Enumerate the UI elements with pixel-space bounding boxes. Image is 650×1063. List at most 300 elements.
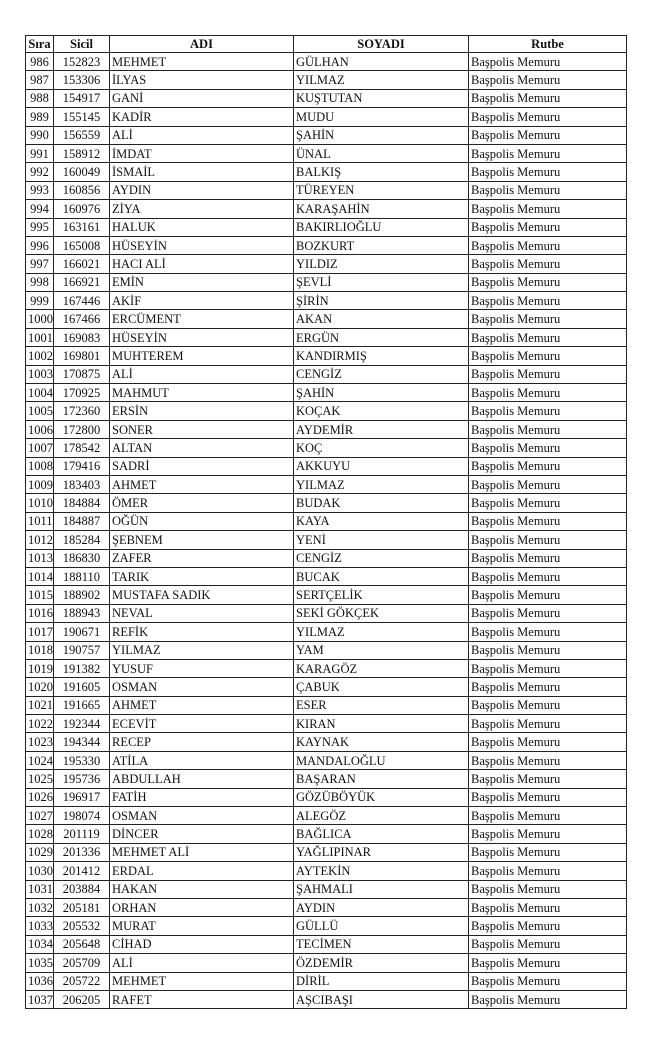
cell-rutbe: Başpolis Memuru — [469, 108, 627, 126]
table-row — [26, 108, 627, 126]
cell-rutbe: Başpolis Memuru — [469, 604, 627, 622]
cell-soyadi: MANDALOĞLU — [294, 751, 469, 769]
cell-adi: RECEP — [110, 733, 294, 751]
cell-sicil: 201412 — [54, 862, 110, 880]
cell-adi: ALTAN — [110, 439, 294, 457]
cell-soyadi: GÜLLÜ — [294, 917, 469, 935]
table-row — [26, 292, 627, 310]
cell-soyadi: KOÇ — [294, 439, 469, 457]
cell-adi: ERSİN — [110, 402, 294, 420]
cell-rutbe: Başpolis Memuru — [469, 807, 627, 825]
cell-soyadi: BAŞARAN — [294, 770, 469, 788]
cell-soyadi: YAM — [294, 641, 469, 659]
cell-soyadi: SEKİ GÖKÇEK — [294, 604, 469, 622]
cell-adi: AKİF — [110, 292, 294, 310]
cell-rutbe: Başpolis Memuru — [469, 475, 627, 493]
cell-sira: 1036 — [26, 972, 54, 990]
table-row — [26, 917, 627, 935]
cell-sicil: 186830 — [54, 549, 110, 567]
cell-adi: ÖMER — [110, 494, 294, 512]
cell-soyadi: ŞAHİN — [294, 126, 469, 144]
cell-rutbe: Başpolis Memuru — [469, 273, 627, 291]
cell-adi: ALİ — [110, 954, 294, 972]
cell-adi: NEVAL — [110, 604, 294, 622]
table-row — [26, 494, 627, 512]
cell-sira: 988 — [26, 89, 54, 107]
cell-adi: OĞÜN — [110, 512, 294, 530]
cell-adi: ERDAL — [110, 862, 294, 880]
cell-adi: ORHAN — [110, 898, 294, 916]
table-row — [26, 733, 627, 751]
cell-sira: 1026 — [26, 788, 54, 806]
cell-sira: 1037 — [26, 990, 54, 1008]
table-row — [26, 623, 627, 641]
cell-adi: EMİN — [110, 273, 294, 291]
cell-adi: ABDULLAH — [110, 770, 294, 788]
table-row — [26, 218, 627, 236]
table-row — [26, 751, 627, 769]
cell-rutbe: Başpolis Memuru — [469, 531, 627, 549]
table-row — [26, 200, 627, 218]
table-row — [26, 163, 627, 181]
cell-sicil: 152823 — [54, 53, 110, 71]
cell-sira: 992 — [26, 163, 54, 181]
table-row — [26, 475, 627, 493]
cell-adi: REFİK — [110, 623, 294, 641]
cell-soyadi: AYDEMİR — [294, 420, 469, 438]
cell-sira: 1016 — [26, 604, 54, 622]
cell-adi: HACI ALİ — [110, 255, 294, 273]
cell-soyadi: ÖZDEMİR — [294, 954, 469, 972]
cell-sira: 1005 — [26, 402, 54, 420]
table-row — [26, 586, 627, 604]
cell-rutbe: Başpolis Memuru — [469, 678, 627, 696]
cell-soyadi: KAYNAK — [294, 733, 469, 751]
cell-adi: ZAFER — [110, 549, 294, 567]
cell-soyadi: CENGİZ — [294, 549, 469, 567]
cell-soyadi: BUCAK — [294, 567, 469, 585]
cell-adi: ŞEBNEM — [110, 531, 294, 549]
cell-sira: 1034 — [26, 935, 54, 953]
cell-soyadi: YILMAZ — [294, 475, 469, 493]
cell-adi: ECEVİT — [110, 715, 294, 733]
cell-soyadi: BUDAK — [294, 494, 469, 512]
cell-rutbe: Başpolis Memuru — [469, 71, 627, 89]
cell-sira: 1009 — [26, 475, 54, 493]
cell-sira: 1031 — [26, 880, 54, 898]
cell-sira: 1006 — [26, 420, 54, 438]
cell-sicil: 196917 — [54, 788, 110, 806]
table-row — [26, 770, 627, 788]
cell-sira: 997 — [26, 255, 54, 273]
cell-soyadi: AŞCIBAŞI — [294, 990, 469, 1008]
table-row — [26, 880, 627, 898]
cell-sira: 1012 — [26, 531, 54, 549]
cell-soyadi: BAKIRLIOĞLU — [294, 218, 469, 236]
table-row — [26, 641, 627, 659]
cell-sicil: 188943 — [54, 604, 110, 622]
cell-adi: HAKAN — [110, 880, 294, 898]
table-header-row — [26, 36, 627, 53]
cell-soyadi: YILDIZ — [294, 255, 469, 273]
cell-sicil: 167446 — [54, 292, 110, 310]
cell-rutbe: Başpolis Memuru — [469, 457, 627, 475]
cell-adi: KADİR — [110, 108, 294, 126]
cell-soyadi: ŞİRİN — [294, 292, 469, 310]
cell-sira: 1025 — [26, 770, 54, 788]
cell-sira: 1013 — [26, 549, 54, 567]
cell-sira: 1000 — [26, 310, 54, 328]
cell-soyadi: CENGİZ — [294, 365, 469, 383]
cell-soyadi: ESER — [294, 696, 469, 714]
table-row — [26, 954, 627, 972]
cell-soyadi: KIRAN — [294, 715, 469, 733]
cell-rutbe: Başpolis Memuru — [469, 144, 627, 162]
cell-rutbe: Başpolis Memuru — [469, 715, 627, 733]
table-row — [26, 144, 627, 162]
cell-adi: AHMET — [110, 475, 294, 493]
cell-soyadi: YAĞLIPINAR — [294, 843, 469, 861]
cell-soyadi: GÜLHAN — [294, 53, 469, 71]
cell-sira: 1032 — [26, 898, 54, 916]
cell-soyadi: ŞAHMALI — [294, 880, 469, 898]
cell-rutbe: Başpolis Memuru — [469, 733, 627, 751]
cell-sicil: 160976 — [54, 200, 110, 218]
cell-sicil: 170925 — [54, 384, 110, 402]
table-row — [26, 807, 627, 825]
table-row — [26, 457, 627, 475]
cell-sira: 1017 — [26, 623, 54, 641]
cell-sira: 986 — [26, 53, 54, 71]
cell-soyadi: ÜNAL — [294, 144, 469, 162]
cell-rutbe: Başpolis Memuru — [469, 954, 627, 972]
cell-sicil: 191665 — [54, 696, 110, 714]
cell-rutbe: Başpolis Memuru — [469, 126, 627, 144]
cell-sicil: 205722 — [54, 972, 110, 990]
cell-sira: 989 — [26, 108, 54, 126]
cell-sicil: 190757 — [54, 641, 110, 659]
cell-sira: 1011 — [26, 512, 54, 530]
table-row — [26, 715, 627, 733]
cell-rutbe: Başpolis Memuru — [469, 236, 627, 254]
cell-rutbe: Başpolis Memuru — [469, 494, 627, 512]
cell-rutbe: Başpolis Memuru — [469, 935, 627, 953]
cell-adi: CİHAD — [110, 935, 294, 953]
table-row — [26, 420, 627, 438]
cell-adi: AYDIN — [110, 181, 294, 199]
cell-sira: 1007 — [26, 439, 54, 457]
cell-sicil: 158912 — [54, 144, 110, 162]
table-row — [26, 328, 627, 346]
cell-rutbe: Başpolis Memuru — [469, 567, 627, 585]
cell-sira: 1024 — [26, 751, 54, 769]
table-row — [26, 843, 627, 861]
header-adi: ADI — [110, 36, 294, 53]
cell-sicil: 201336 — [54, 843, 110, 861]
cell-rutbe: Başpolis Memuru — [469, 200, 627, 218]
cell-sicil: 160856 — [54, 181, 110, 199]
cell-rutbe: Başpolis Memuru — [469, 384, 627, 402]
table-row — [26, 273, 627, 291]
table-row — [26, 310, 627, 328]
cell-sira: 1004 — [26, 384, 54, 402]
cell-sira: 1022 — [26, 715, 54, 733]
cell-soyadi: BOZKURT — [294, 236, 469, 254]
cell-adi: MAHMUT — [110, 384, 294, 402]
cell-sira: 1023 — [26, 733, 54, 751]
cell-adi: SONER — [110, 420, 294, 438]
table-row — [26, 862, 627, 880]
cell-adi: ALİ — [110, 126, 294, 144]
cell-sicil: 190671 — [54, 623, 110, 641]
cell-sira: 1008 — [26, 457, 54, 475]
table-row — [26, 567, 627, 585]
cell-rutbe: Başpolis Memuru — [469, 825, 627, 843]
cell-adi: RAFET — [110, 990, 294, 1008]
cell-rutbe: Başpolis Memuru — [469, 53, 627, 71]
cell-sicil: 191605 — [54, 678, 110, 696]
cell-adi: HÜSEYİN — [110, 328, 294, 346]
cell-rutbe: Başpolis Memuru — [469, 641, 627, 659]
cell-adi: MEHMET — [110, 53, 294, 71]
cell-sicil: 166921 — [54, 273, 110, 291]
table-row — [26, 531, 627, 549]
table-row — [26, 972, 627, 990]
cell-sicil: 203884 — [54, 880, 110, 898]
header-soyadi: SOYADI — [294, 36, 469, 53]
cell-sicil: 205532 — [54, 917, 110, 935]
cell-rutbe: Başpolis Memuru — [469, 880, 627, 898]
cell-soyadi: DİRİL — [294, 972, 469, 990]
cell-sira: 995 — [26, 218, 54, 236]
cell-sicil: 195330 — [54, 751, 110, 769]
cell-soyadi: MUDU — [294, 108, 469, 126]
cell-sira: 999 — [26, 292, 54, 310]
cell-sira: 1019 — [26, 659, 54, 677]
cell-adi: DİNCER — [110, 825, 294, 843]
cell-rutbe: Başpolis Memuru — [469, 990, 627, 1008]
cell-sira: 998 — [26, 273, 54, 291]
cell-rutbe: Başpolis Memuru — [469, 420, 627, 438]
cell-sicil: 172360 — [54, 402, 110, 420]
table-row — [26, 181, 627, 199]
cell-adi: MEHMET — [110, 972, 294, 990]
cell-adi: ATİLA — [110, 751, 294, 769]
cell-soyadi: AKKUYU — [294, 457, 469, 475]
cell-sira: 991 — [26, 144, 54, 162]
cell-rutbe: Başpolis Memuru — [469, 292, 627, 310]
cell-adi: AHMET — [110, 696, 294, 714]
cell-soyadi: KAYA — [294, 512, 469, 530]
cell-adi: ZİYA — [110, 200, 294, 218]
cell-sicil: 154917 — [54, 89, 110, 107]
cell-sicil: 198074 — [54, 807, 110, 825]
cell-sicil: 194344 — [54, 733, 110, 751]
cell-sira: 1015 — [26, 586, 54, 604]
cell-rutbe: Başpolis Memuru — [469, 549, 627, 567]
header-sira: Sıra — [26, 36, 54, 53]
cell-rutbe: Başpolis Memuru — [469, 163, 627, 181]
table-row — [26, 696, 627, 714]
cell-sicil: 188110 — [54, 567, 110, 585]
cell-sicil: 184884 — [54, 494, 110, 512]
table-row — [26, 512, 627, 530]
cell-sira: 1027 — [26, 807, 54, 825]
cell-sira: 1003 — [26, 365, 54, 383]
cell-sira: 1018 — [26, 641, 54, 659]
cell-sicil: 192344 — [54, 715, 110, 733]
cell-sicil: 153306 — [54, 71, 110, 89]
cell-sicil: 183403 — [54, 475, 110, 493]
table-row — [26, 825, 627, 843]
cell-sicil: 170875 — [54, 365, 110, 383]
cell-sicil: 191382 — [54, 659, 110, 677]
cell-sicil: 169083 — [54, 328, 110, 346]
table-row — [26, 53, 627, 71]
cell-sira: 990 — [26, 126, 54, 144]
table-row — [26, 935, 627, 953]
cell-sicil: 160049 — [54, 163, 110, 181]
cell-sicil: 205181 — [54, 898, 110, 916]
cell-soyadi: TÜREYEN — [294, 181, 469, 199]
cell-soyadi: KARAGÖZ — [294, 659, 469, 677]
cell-rutbe: Başpolis Memuru — [469, 218, 627, 236]
cell-soyadi: ERGÜN — [294, 328, 469, 346]
cell-adi: HÜSEYİN — [110, 236, 294, 254]
cell-soyadi: TECİMEN — [294, 935, 469, 953]
cell-adi: OSMAN — [110, 807, 294, 825]
cell-sicil: 201119 — [54, 825, 110, 843]
table-row — [26, 365, 627, 383]
cell-rutbe: Başpolis Memuru — [469, 310, 627, 328]
cell-adi: İLYAS — [110, 71, 294, 89]
cell-adi: GANİ — [110, 89, 294, 107]
table-row — [26, 402, 627, 420]
cell-sicil: 205648 — [54, 935, 110, 953]
cell-adi: İMDAT — [110, 144, 294, 162]
table-row — [26, 898, 627, 916]
cell-rutbe: Başpolis Memuru — [469, 328, 627, 346]
cell-soyadi: KUŞTUTAN — [294, 89, 469, 107]
cell-sira: 996 — [26, 236, 54, 254]
cell-adi: MEHMET ALİ — [110, 843, 294, 861]
cell-sicil: 205709 — [54, 954, 110, 972]
cell-rutbe: Başpolis Memuru — [469, 898, 627, 916]
header-sicil: Sicil — [54, 36, 110, 53]
cell-rutbe: Başpolis Memuru — [469, 402, 627, 420]
cell-soyadi: GÖZÜBÖYÜK — [294, 788, 469, 806]
table-row — [26, 347, 627, 365]
table-row — [26, 549, 627, 567]
cell-rutbe: Başpolis Memuru — [469, 696, 627, 714]
cell-adi: ERCÜMENT — [110, 310, 294, 328]
cell-sicil: 178542 — [54, 439, 110, 457]
cell-adi: MUSTAFA SADIK — [110, 586, 294, 604]
cell-soyadi: AYDIN — [294, 898, 469, 916]
cell-sira: 994 — [26, 200, 54, 218]
table-row — [26, 236, 627, 254]
cell-soyadi: ŞEVLİ — [294, 273, 469, 291]
cell-soyadi: BALKIŞ — [294, 163, 469, 181]
cell-soyadi: SERTÇELİK — [294, 586, 469, 604]
table-row — [26, 71, 627, 89]
cell-adi: MUHTEREM — [110, 347, 294, 365]
cell-sicil: 166021 — [54, 255, 110, 273]
cell-sira: 1033 — [26, 917, 54, 935]
cell-sicil: 195736 — [54, 770, 110, 788]
cell-soyadi: YENİ — [294, 531, 469, 549]
cell-rutbe: Başpolis Memuru — [469, 89, 627, 107]
cell-sicil: 172800 — [54, 420, 110, 438]
table-row — [26, 439, 627, 457]
cell-soyadi: AYTEKİN — [294, 862, 469, 880]
cell-rutbe: Başpolis Memuru — [469, 512, 627, 530]
cell-soyadi: AKAN — [294, 310, 469, 328]
cell-soyadi: ÇABUK — [294, 678, 469, 696]
cell-sira: 1029 — [26, 843, 54, 861]
cell-soyadi: KOÇAK — [294, 402, 469, 420]
cell-sicil: 169801 — [54, 347, 110, 365]
cell-sira: 1020 — [26, 678, 54, 696]
cell-sira: 1035 — [26, 954, 54, 972]
cell-soyadi: ALEGÖZ — [294, 807, 469, 825]
cell-rutbe: Başpolis Memuru — [469, 751, 627, 769]
cell-rutbe: Başpolis Memuru — [469, 659, 627, 677]
cell-sira: 1028 — [26, 825, 54, 843]
cell-rutbe: Başpolis Memuru — [469, 917, 627, 935]
cell-rutbe: Başpolis Memuru — [469, 972, 627, 990]
cell-soyadi: KARAŞAHİN — [294, 200, 469, 218]
table-row — [26, 126, 627, 144]
cell-rutbe: Başpolis Memuru — [469, 347, 627, 365]
table-row — [26, 604, 627, 622]
cell-adi: FATİH — [110, 788, 294, 806]
cell-sicil: 206205 — [54, 990, 110, 1008]
table-row — [26, 384, 627, 402]
cell-sira: 1001 — [26, 328, 54, 346]
cell-sira: 987 — [26, 71, 54, 89]
cell-adi: TARIK — [110, 567, 294, 585]
cell-sicil: 155145 — [54, 108, 110, 126]
cell-adi: SADRİ — [110, 457, 294, 475]
cell-rutbe: Başpolis Memuru — [469, 181, 627, 199]
cell-soyadi: YILMAZ — [294, 623, 469, 641]
table-row — [26, 990, 627, 1008]
cell-rutbe: Başpolis Memuru — [469, 255, 627, 273]
cell-adi: OSMAN — [110, 678, 294, 696]
cell-adi: İSMAİL — [110, 163, 294, 181]
cell-sira: 1030 — [26, 862, 54, 880]
header-rutbe: Rutbe — [469, 36, 627, 53]
cell-adi: YILMAZ — [110, 641, 294, 659]
cell-soyadi: ŞAHİN — [294, 384, 469, 402]
cell-rutbe: Başpolis Memuru — [469, 365, 627, 383]
cell-sira: 1002 — [26, 347, 54, 365]
cell-sicil: 179416 — [54, 457, 110, 475]
cell-sira: 1021 — [26, 696, 54, 714]
cell-soyadi: BAĞLICA — [294, 825, 469, 843]
cell-sicil: 163161 — [54, 218, 110, 236]
cell-rutbe: Başpolis Memuru — [469, 788, 627, 806]
cell-sicil: 167466 — [54, 310, 110, 328]
cell-sira: 993 — [26, 181, 54, 199]
cell-sira: 1010 — [26, 494, 54, 512]
cell-sicil: 188902 — [54, 586, 110, 604]
cell-soyadi: YILMAZ — [294, 71, 469, 89]
cell-rutbe: Başpolis Memuru — [469, 623, 627, 641]
cell-adi: ALİ — [110, 365, 294, 383]
cell-adi: HALUK — [110, 218, 294, 236]
